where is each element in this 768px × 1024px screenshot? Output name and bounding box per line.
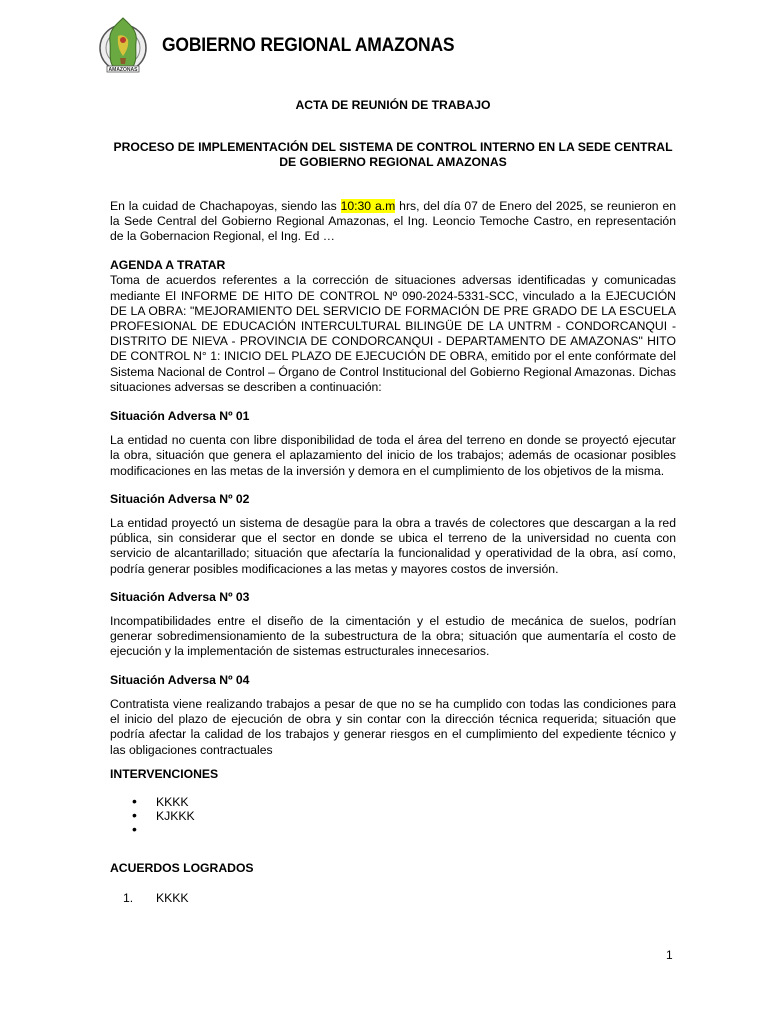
situation-body: La entidad proyectó un sistema de desagüe para la obra a través de colectores que descargan a la red pública, sin considerar que el sector en donde se ubica el terreno de la universidad no cuenta con servicio de alcantarillado; situación que afectaría la funcionalidad y operatividad de la obra, así como, podría generar posibles modificaciones a las metas y mayores costos de inversión. (110, 516, 676, 576)
agreements-list (110, 891, 676, 906)
list-item (110, 823, 676, 837)
organization-name: GOBIERNO REGIONAL AMAZONAS (162, 35, 455, 56)
interventions-heading: INTERVENCIONES (110, 766, 219, 781)
situation-body: La entidad no cuenta con libre disponibilidad de toda el área del terreno en donde se proyectó ejecutar la obra, situación que genera el aplazamiento del inicio de los trabajos; además de ocasionar posibles modificaciones en las metas de la inversión y demora en el cumplimiento de los objetivos de la misma. (110, 433, 676, 478)
situation-heading: Situación Adversa Nº 02 (110, 491, 250, 506)
interventions-list (110, 795, 676, 838)
page-number: 1 (666, 948, 673, 962)
list-item-text: KKKK (156, 890, 189, 905)
agenda-text: Toma de acuerdos referentes a la corrección de situaciones adversas identificadas y comunicadas mediante El INFORME DE HITO DE CONTROL Nº 090-2024-5331-SCC, vinculado a la EJECUCIÓN DE LA OBRA: "MEJORAMIENTO DEL SERVICIO DE FORMACIÓN DE PRE GRADO DE LA ESCUELA PROFESIONAL DE EDUCACIÓN INTERCULTURAL BILINGÜE DE LA UNTRM - CONDORCANQUI - DISTRITO DE NIEVA - PROVINCIA DE CONDORCANQUI - DEPARTAMENTO DE AMAZONAS" HITO DE CONTROL N° 1: INICIO DEL PLAZO DE EJECUCIÓN DE OBRA, emitido por el ente confórmate del Sistema Nacional de Control – Órgano de Control Institucional del Gobierno Regional Amazonas. Dichas situaciones adversas se describen a continuación: (110, 273, 676, 394)
list-item-number: 1. (123, 890, 134, 905)
intro-paragraph (110, 199, 676, 245)
agenda-heading: AGENDA A TRATAR (110, 258, 226, 273)
list-item: • KKKK (110, 795, 676, 809)
agreements-heading: ACUERDOS LOGRADOS (110, 861, 254, 876)
seal-text: AMAZONAS (108, 67, 138, 73)
situation-body: Incompatibilidades entre el diseño de la cimentación y el estudio de mecánica de suelos, podrían generar sobredimensionamiento de la subestructura de la obra; situación que aumentaría el costo de ejecución y la implementación de sistemas estructurales innecesarios. (110, 614, 676, 659)
intro-text-before: En la cuidad de Chachapoyas, siendo las (110, 198, 341, 213)
intro-text-after: hrs, del día 07 de Enero del 2025, se reunieron en la Sede Central del Gobierno Regional Amazonas, el Ing. Leoncio Temoche Castro, en representación de la Gobernacion Regional, el Ing. Ed … (110, 198, 676, 244)
highlighted-time: 10:30 a.m (340, 198, 396, 213)
document-subtitle: PROCESO DE IMPLEMENTACIÓN DEL SISTEMA DE CONTROL INTERNO EN LA SEDE CENTRAL DE GOBIERNO REGIONAL AMAZONAS (113, 140, 673, 170)
situation-body: Contratista viene realizando trabajos a pesar de que no se ha cumplido con todas las condiciones para el inicio del plazo de ejecución de obra y sin contar con la dirección técnica requerida; situación que podría afectar la calidad de los trabajos y generar riesgos en el cumplimiento del expediente técnico y las obligaciones contractuales (110, 696, 676, 757)
list-item: • KJKKK (110, 809, 676, 823)
letterhead (98, 14, 480, 78)
situation-heading: Situación Adversa Nº 03 (110, 589, 250, 604)
document-body (110, 98, 676, 906)
list-item (110, 891, 676, 906)
situation-heading: Situación Adversa Nº 01 (110, 409, 250, 424)
regional-seal-icon (98, 14, 148, 78)
situation-heading: Situación Adversa Nº 04 (110, 672, 250, 687)
document-title: ACTA DE REUNIÓN DE TRABAJO (295, 98, 491, 112)
